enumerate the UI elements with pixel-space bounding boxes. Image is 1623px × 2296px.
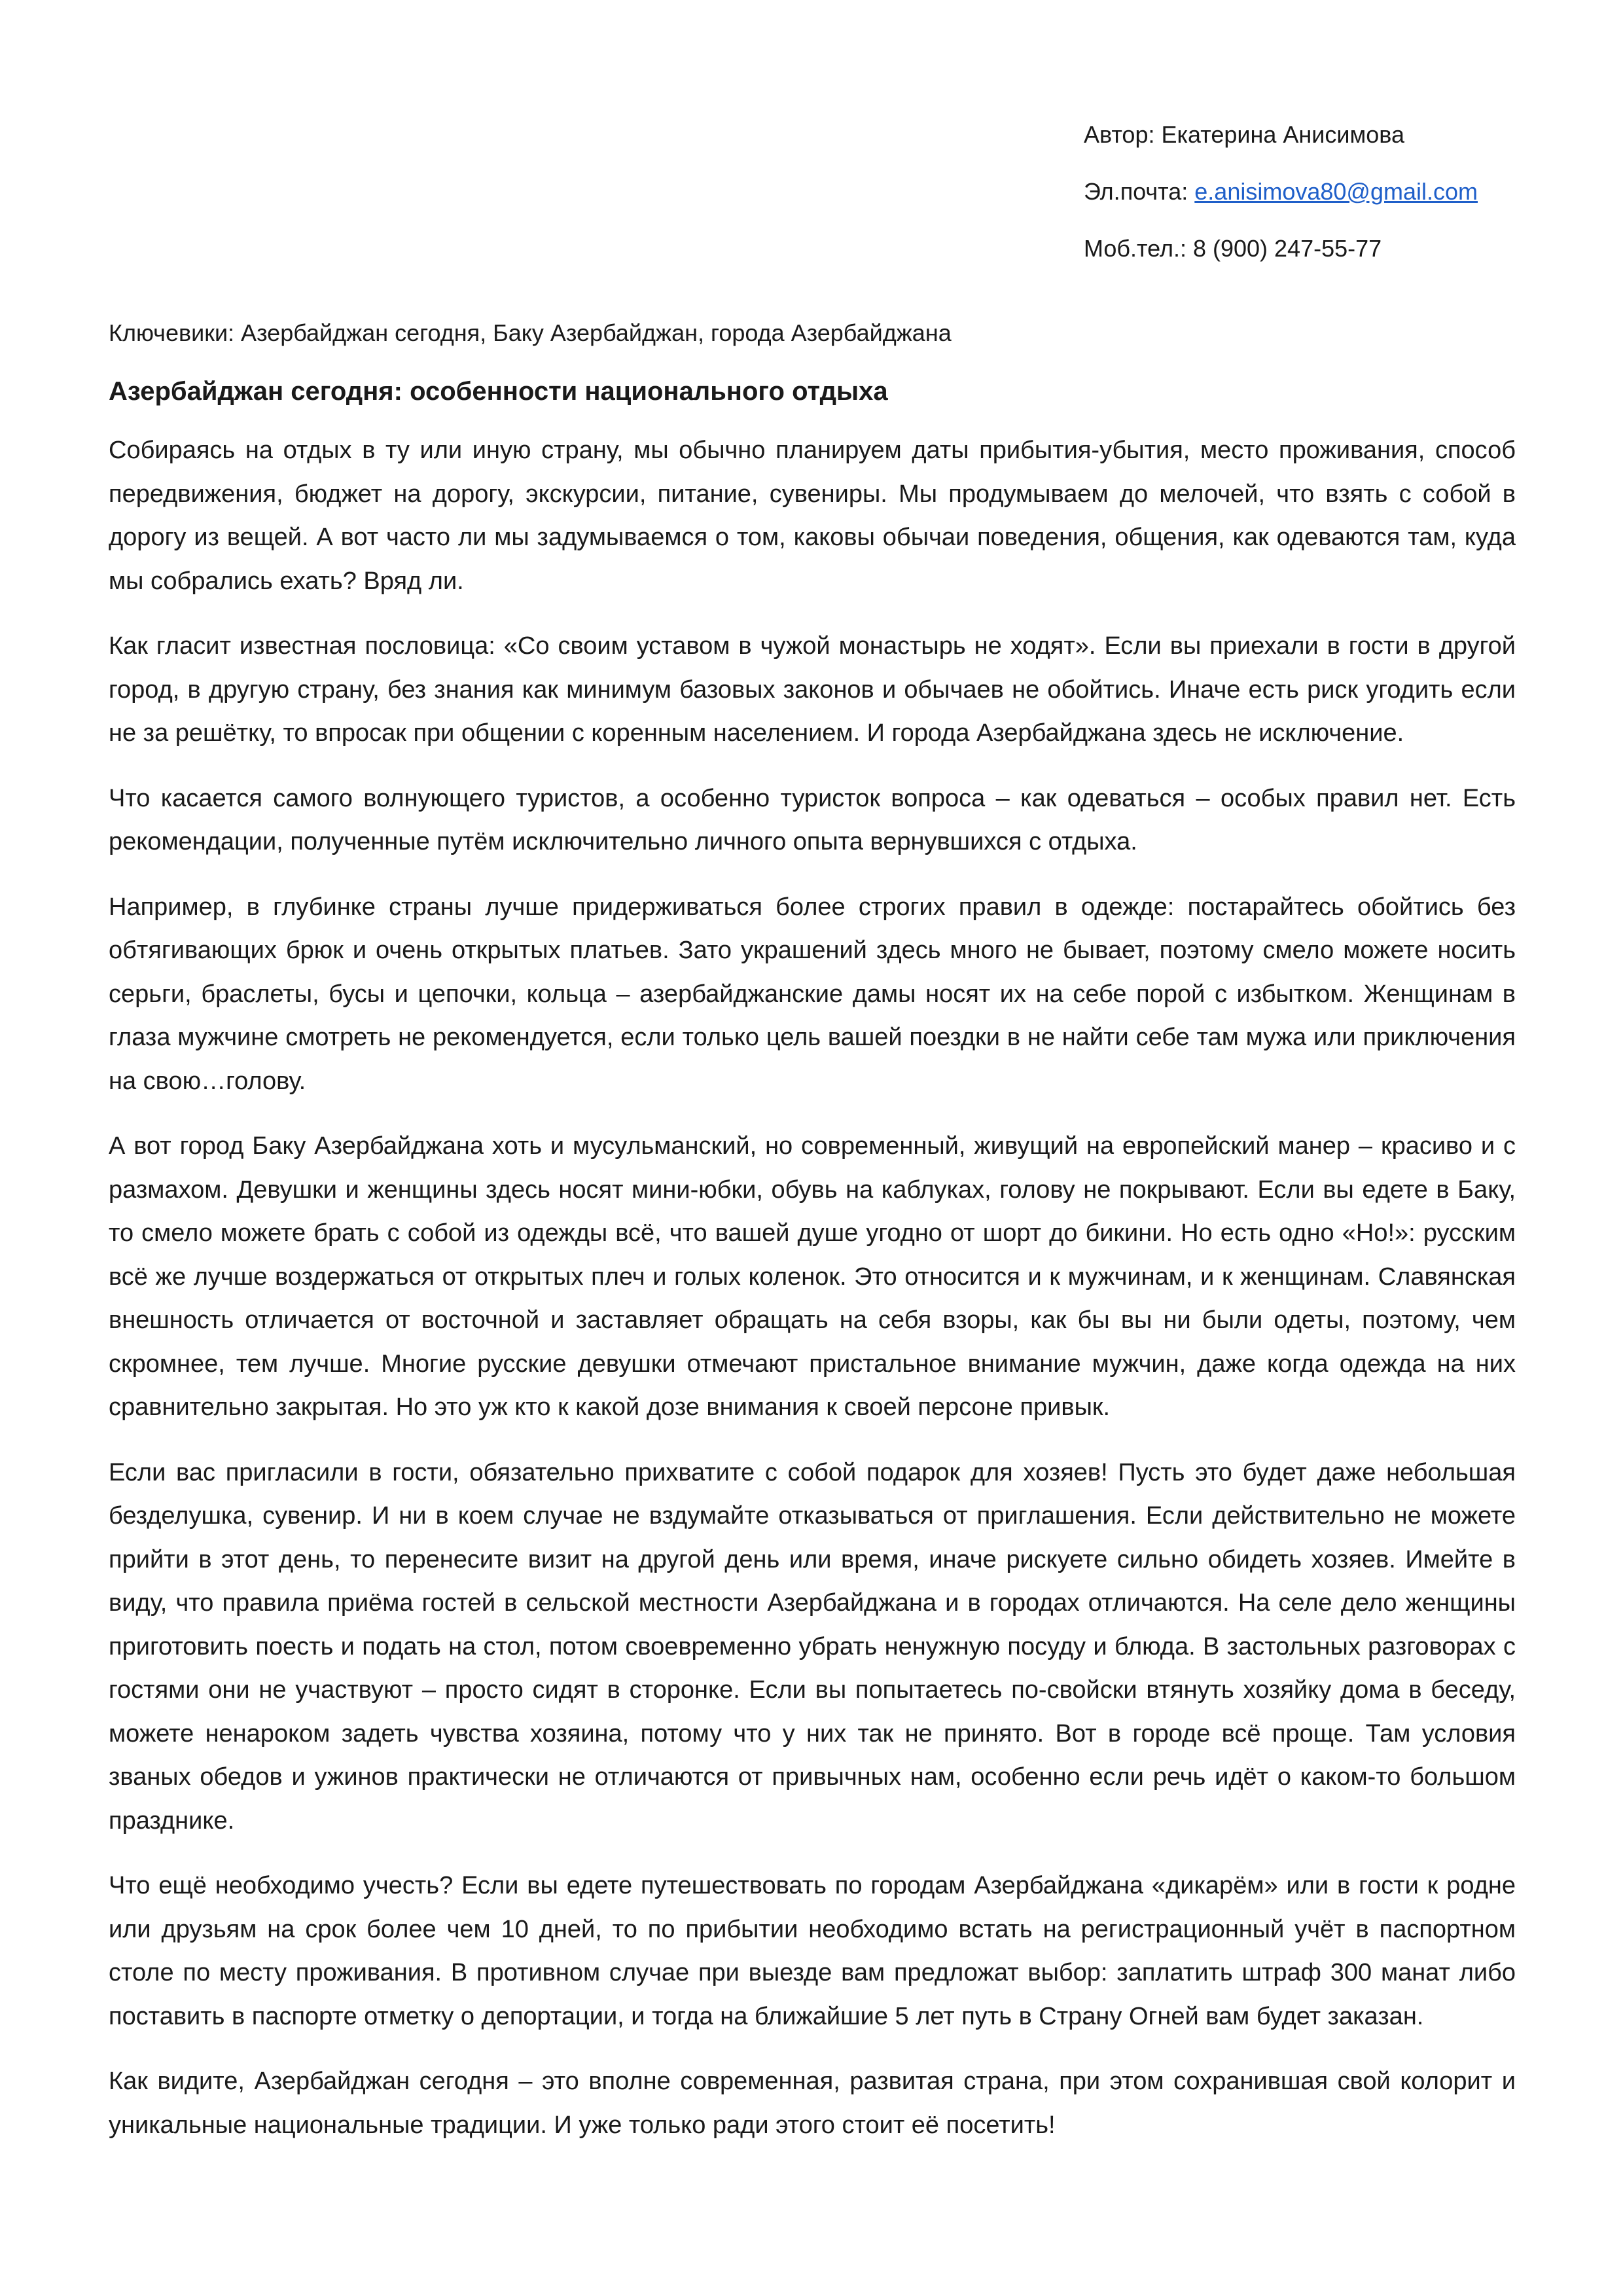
email-link[interactable]: e.anisimova80@gmail.com — [1194, 178, 1478, 205]
article-body — [109, 317, 1516, 2168]
article-title: Азербайджан сегодня: особенности национального отдыха — [109, 377, 888, 406]
phone-line: Моб.тел.: 8 (900) 247-55-77 — [1084, 235, 1382, 262]
paragraph-7: Что ещё необходимо учесть? Если вы едете путешествовать по городам Азербайджана «дикарём» или в гости к родне или друзьям на срок более чем 10 дней, то по прибытии необходимо встать на регистрационный учёт в паспортном столе по месту проживания. В противном случае при выезде вам предложат выбор: заплатить штраф 300 манат либо поставить в паспорте отметку о депортации, и тогда на ближайшие 5 лет путь в Страну Огней вам будет заказан. — [109, 1872, 1516, 2030]
paragraph-1: Собираясь на отдых в ту или иную страну, мы обычно планируем даты прибытия-убытия, место проживания, способ передвижения, бюджет на дорогу, экскурсии, питание, сувениры. Мы продумываем до мелочей, что взять с собой в дорогу из вещей. А вот часто ли мы задумываемся о том, каковы обычаи поведения, общения, как одеваются там, куда мы собрались ехать? Вряд ли. — [109, 437, 1516, 595]
keywords-line: Ключевики: Азербайджан сегодня, Баку Азербайджан, города Азербайджана — [109, 319, 952, 346]
paragraph-4: Например, в глубинке страны лучше придерживаться более строгих правил в одежде: постарайтесь обойтись без обтягивающих брюк и очень открытых платьев. Зато украшений здесь много не бывает, поэтому смело можете носить серьги, браслеты, бусы и цепочки, кольца – азербайджанские дамы носят их на себе порой с избытком. Женщинам в глаза мужчине смотреть не рекомендуется, если только цель вашей поездки в не найти себе там мужа или приключения на свою…голову. — [109, 893, 1516, 1095]
email-label: Эл.почта: — [1084, 178, 1195, 205]
paragraph-8: Как видите, Азербайджан сегодня – это вполне современная, развитая страна, при этом сохранившая свой колорит и уникальные национальные традиции. И уже только ради этого стоит её посетить! — [109, 2068, 1516, 2139]
paragraph-3: Что касается самого волнующего туристов, а особенно туристок вопроса – как одеваться – особых правил нет. Есть рекомендации, полученные путём исключительно личного опыта вернувшихся с отдыха. — [109, 784, 1516, 855]
author-contact-block — [1084, 106, 1478, 277]
paragraph-5: А вот город Баку Азербайджана хоть и мусульманский, но современный, живущий на европейский манер – красиво и с размахом. Девушки и женщины здесь носят мини-юбки, обувь на каблуках, голову не покрывают. Если вы едете в Баку, то смело можете брать с собой из одежды всё, что вашей душе угодно от шорт до бикини. Но есть одно «Но!»: русским всё же лучше воздержаться от открытых плеч и голых коленок. Это относится и к мужчинам, и к женщинам. Славянская внешность отличается от восточной и заставляет обращать на себя взоры, как бы вы ни были одеты, поэтому, чем скромнее, тем лучше. Многие русские девушки отмечают пристальное внимание мужчин, даже когда одежда на них сравнительно закрытая. Но это уж кто к какой дозе внимания к своей персоне привык. — [109, 1132, 1516, 1421]
author-line: Автор: Екатерина Анисимова — [1084, 121, 1405, 148]
paragraph-2: Как гласит известная пословица: «Со своим уставом в чужой монастырь не ходят». Если вы приехали в гости в другой город, в другую страну, без знания как минимум базовых законов и обычаев не обойтись. Иначе есть риск угодить если не за решётку, то впросак при общении с коренным населением. И города Азербайджана здесь не исключение. — [109, 632, 1516, 747]
paragraph-6: Если вас пригласили в гости, обязательно прихватите с собой подарок для хозяев! Пусть это будет даже небольшая безделушка, сувенир. И ни в коем случае не вздумайте отказываться от приглашения. Если действительно не можете прийти в этот день, то перенесите визит на другой день или время, иначе рискуете сильно обидеть хозяев. Имейте в виду, что правила приёма гостей в сельской местности Азербайджана и в городах отличаются. На селе дело женщины приготовить поесть и подать на стол, потом своевременно убрать ненужную посуду и блюда. В застольных разговорах с гостями они не участвуют – просто сидят в сторонке. Если вы попытаетесь по-свойски втянуть хозяйку дома в беседу, можете ненароком задеть чувства хозяина, потому что у них так не принято. Вот в городе всё проще. Там условия званых обедов и ужинов практически не отличаются от привычных нам, особенно если речь идёт о каком-то большом празднике. — [109, 1458, 1516, 1835]
email-line — [1084, 163, 1478, 220]
